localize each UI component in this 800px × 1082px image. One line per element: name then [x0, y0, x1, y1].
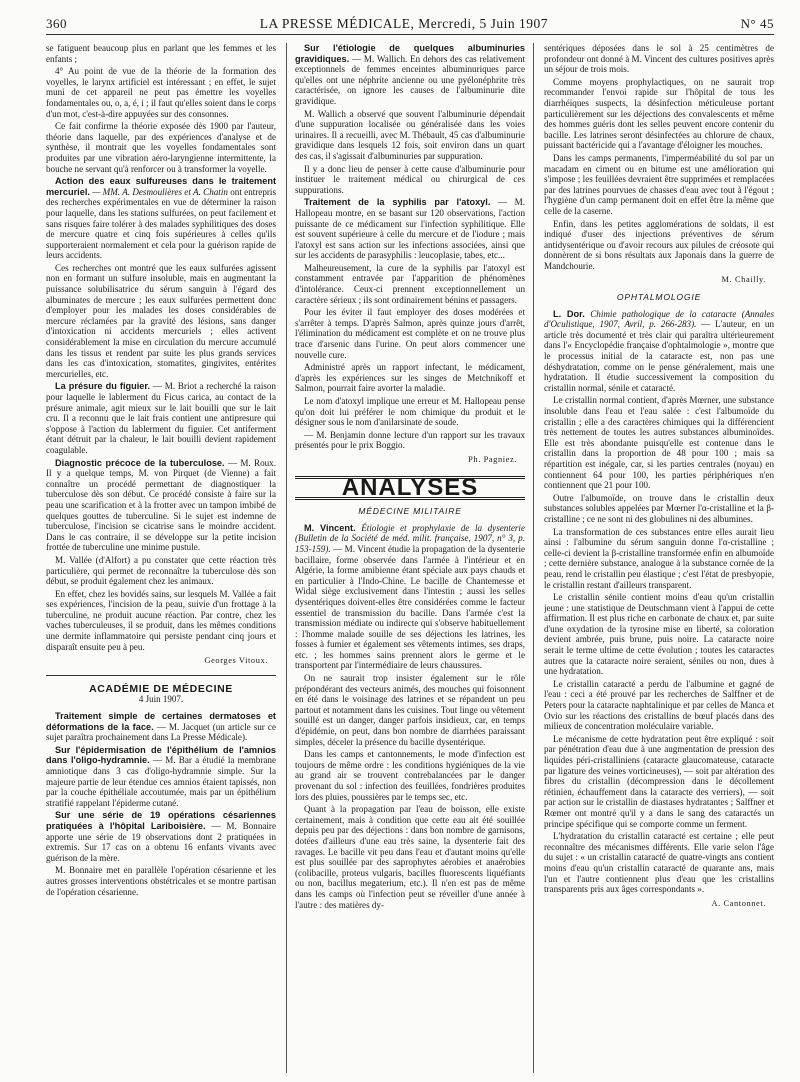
article-reference: Chimie pathologique de la cataracte (Annales d'Oculistique, 1907, Avril, p. 266-283).	[544, 308, 774, 330]
analyses-banner: ANALYSES	[295, 476, 525, 501]
section-text: — M. Jacquet (un article sur ce sujet paraîtra prochainement dans La Presse Médicale).	[46, 721, 276, 743]
paragraph: Le cristallin cataracté a perdu de l'albumine et gagné de l'eau : ceci a été prouvé par les recherches de Salffner et de Peters pour la cataracte naphtalinique et par celles de Manca et Ovio sur les réactions des cristallins de bœuf placés dans des milieux de concentration moléculaire variable.	[544, 678, 774, 732]
paragraph: Comme moyens prophylactiques, on ne saurait trop recommander l'envoi rapide sur l'hôpital de tous les diarrhéiques suspects, la désinfection méticuleuse portant particulièrement sur les déjections des convalescents et même des hommes guéris dont les selles peuvent encore contenir du bacille. Les latrines seront désinfectées au chlorure de chaux, puissant bactéricide qui a l'avantage d'éloigner les mouches.	[544, 76, 774, 151]
paragraph: Le mécanisme de cette hydratation peut être expliqué : soit par pénétration d'eau due à une augmentation de pression des liquides péri-cristalliniens (cataracte glaucomateuse, cataracte par ligature des veines vorticineuses), — soit par altération des fibres du cristallin (décompression dans le décollement rétinien, échauffement dans la cataracte des verriers), — soit par action sur le cristallin de diastases hydratantes ; Salffner et Rœmer ont montré qu'il y a dans le sang des cataractés un principe spécifique qui se comporte comme un ferment.	[544, 733, 774, 829]
paragraph: M. Vallée (d'Alfort) a pu constater que cette réaction très particulière, qui permet de reconnaître la tuberculose dès son début, se produit également chez les animaux.	[46, 554, 276, 587]
signature: A. Cantonnet.	[711, 898, 766, 908]
divider	[46, 675, 276, 676]
paragraph: Quant à la propagation par l'eau de boisson, elle existe certainement, mais à condition que cette eau ait été souillée depuis peu par des déjections : dans bon nombre de garnisons, dotées d'ailleurs d'une eau très saine, la dysenterie fait des ravages. Le bacille vit peu dans l'eau et d'autant moins qu'elle est plus souillée par des saprophytes aérobies et anaérobies (colibacille, proteus vulgaris, bacilles fluorescents liquéfiants ou non, bacillus megaterium, etc.). Il n'en est pas de même dans les camps où l'infection peut se réveiller d'une année à l'autre : des matières dy-	[295, 804, 525, 910]
paragraph: Dans les camps et cantonnements, le mode d'infection est toujours de même ordre : les conditions hygiéniques de la vie au grand air se trouvent contrebalancées par le danger provenant du sol : infection des feuillées, fondrières produites lors des pluies, poussières par le temps sec, etc.	[295, 749, 525, 802]
section-title: Sur l'étiologie de quelques albuminuries gravidiques.	[295, 43, 525, 64]
paragraph: Ce fait confirme la théorie exposée dès 1900 par l'auteur, théorie dans laquelle, par des expériences d'analyse et de synthèse, il montrait que les voyelles fondamentales sont produites par une vibration aéro-laryngienne intermittente, la bouche ne servant qu'à renforcer ou à transformer la voyelle.	[46, 121, 276, 174]
paragraph: Enfin, dans les petites agglomérations de soldats, il est indiqué d'user des injections préventives de sérum antidysentérique ou d'avoir recours aux pilules de créosote qui donnèrent de si bons résultats aux Japonais dans la guerre de Mandchourie.	[544, 218, 774, 271]
page-header	[46, 16, 774, 35]
section-title: Action des eaux sulfureuses dans le traitement mercuriel.	[46, 176, 276, 197]
paragraph: M. Bonnaire met en parallèle l'opération césarienne et les autres grosses interventions obstétricales et se montre partisan de l'opération césarienne.	[46, 865, 276, 897]
signature: M. Chailly.	[721, 275, 766, 285]
column-left	[46, 43, 276, 1073]
section-text: — M. Bonnaire apporte une série de 19 observations dont 2 pratiquées in extremis. Sur 17 cas on a obtenu 16 enfants vivants avec guérison de la mère.	[46, 820, 276, 863]
section-title: Traitement simple de certaines dermatoses et déformations de la face.	[46, 711, 276, 732]
section-title: Diagnostic précoce de la tuberculose.	[55, 457, 225, 468]
paragraph: Le cristallin sénile contient moins d'eau qu'un cristallin jeune : une statistique de Deutschmann vient à l'appui de cette affirmation. Il est plus riche en carbonate de chaux et, par suite d'une oxydation de la tyrosine mise en liberté, sa coloration devient ambrée, puis brune, puis noire. La cataracte noire serait le terme ultime de cette évolution ; toutes les cataractes autres que la cataracte noire seraient, séniles ou non, dues à une hydratation.	[544, 592, 774, 677]
subsection-heading: OPHTALMOLOGIE	[616, 292, 702, 303]
paragraph: Il y a donc lieu de penser à cette cause d'albuminurie pour instituer le traitement médical ou chirurgical de ces suppurations.	[295, 163, 525, 195]
paragraph: Le cristallin normal contient, d'après Mœrner, une substance insoluble dans l'eau et l'eau salée : c'est l'albumoïde du cristallin ; elle a des caractères chimiques qui la différencient très nettement de toutes les autres substances albuminoïdes. Elle est très abondante puisqu'elle est contenue dans le cristallin dans la proportion de 48 pour 100 ; mais sa répartition est inégale, car, si les parties centrales (noyau) en contiennent 64 pour 100, les parties périphériques n'en contiennent que 21 pour 100.	[544, 395, 774, 491]
subsection-heading: MÉDECINE MILITAIRE	[358, 506, 462, 517]
section-text: — L'auteur, en un article très documenté et très clair qui paraîtra ultérieurement dans l'« Encyclopédie française d'ophtalmologie », montre que le processus initial de la cataracte est, non pas une déshydratation, comme on le pense généralement, mais une hydratation. Il étudie successivement la composition du cristallin normal, sénile et cataracté.	[544, 319, 774, 393]
paragraph: Administré après un rapport infectant, le médicament, d'après les expériences sur les singes de Metchnikoff et Salmon, pourrait faire avorter la maladie.	[295, 362, 525, 394]
section-title: L. Dor.	[553, 308, 585, 319]
section-title: Sur l'épidermisation de l'épithélium de l'amnios dans l'oligo-hydramnie.	[46, 744, 276, 766]
academy-date: 4 Juin 1907.	[138, 694, 184, 705]
paragraph: Le nom d'atoxyl implique une erreur et M. Hallopeau pense qu'on doit lui préférer le nom chimique du produit et le désigner sous le nom d'anilarsinate de soude.	[295, 396, 525, 428]
paragraph: Outre l'albumoïde, on trouve dans le cristallin deux substances solubles appelées par Mœrner l'α-cristalline et la β-cristalline ; ce ne sont ni des globulines ni des albumines.	[544, 492, 774, 524]
paragraph: En effet, chez les bovidés sains, sur lesquels M. Vallée a fait ses expériences, l'incision de la peau, suivie d'un frottage à la tuberculine, ne produit aucune réaction. Par contre, chez les vaches tuberculeuses, il se produit, dans les mêmes conditions une dermite inflammatoire qui persiste pendant cinq jours et disparaît ensuite peu à peu.	[46, 588, 276, 652]
section-text: — M. Wallich. En dehors des cas relativement exceptionnels de femmes enceintes albuminuriques parce qu'elles ont une néphrite ancienne ou une pyélonéphrite très caractérisée, on ignore les causes de l'albuminurie dite gravidique.	[295, 53, 525, 106]
issue-number: N° 45	[740, 16, 774, 31]
column-right	[544, 43, 774, 1073]
paragraph: se fatiguent beaucoup plus en parlant que les femmes et les enfants ;	[46, 43, 276, 64]
section-title: Sur une série de 19 opérations césariennes pratiquées à l'hôpital Lariboisière.	[46, 810, 276, 831]
paragraph: Dans les camps permanents, l'imperméabilité du sol par un macadam en ciment ou en bitume est une amélioration qui s'impose ; les feuillées devraient être supprimées et remplacées par des latrines pourvues de chasses d'eau avec tout à l'égout ; l'hygiène d'un camp permanent doit en effet être la même que celle de la caserne.	[544, 152, 774, 216]
paragraph: Ces recherches ont montré que les eaux sulfurées agissent non en formant un sulfure insoluble, mais en augmentant la puissance solubilisatrice du sérum sanguin à l'égard des albuminates de mercure ; les eaux sulfurées permettent donc d'employer pour les malades les doses considérables de mercure réclamées par la gravité des lésions, sans danger d'intoxication ni accidents mercuriels ; elles activent considérablement la mise en circulation du mercure accumulé dans les tissus et rendent par suite les plus grands services dans les cas d'intoxication, stomatites, gingivites, entérites mercurielles, etc.	[46, 262, 276, 379]
section-title: La présure du figuier.	[55, 381, 151, 392]
paragraph: L'hydratation du cristallin cataracté est certaine ; elle peut reconnaître des mécanismes différents. Elle varie selon l'âge du sujet : « un cristallin cataracté de quatre-vingts ans contient moins d'eau qu'un cristallin cataracté de quarante ans, mais l'un et l'autre contiennent plus d'eau que les cristallins transparents pris aux âges correspondants ».	[544, 831, 774, 895]
section-text: — M. Bar a étudié la membrane amniotique dans 3 cas d'oligo-hydramnie simple. Sur la majeure partie de leur étendue ces amnios étaient tapissés, non par la couche épithéliale accoutumée, mais par un épithélium stratifié rappelant l'épiderme cutané.	[46, 755, 276, 808]
journal-title: LA PRESSE MÉDICALE, Mercredi, 5 Juin 1907	[259, 16, 548, 31]
section-title: M. Vincent.	[304, 522, 356, 533]
section-text: — M. Briot a recherché la raison pour laquelle le lablerment du Ficus carica, au contact de la présure animale, agit mieux sur le lait bouilli que sur le lait cru. Il a reconnu que le lait frais contient une antipresure qui s'oppose à l'action du lablerment du figuier. Cet antiferment étant détruit par la chaleur, le lait bouilli devient rapidement coagulable.	[46, 381, 276, 455]
paragraph: Pour les éviter il faut employer des doses modérées et s'arrêter à temps. D'après Salmon, après quinze jours d'arrêt, l'élimination du médicament est complète et on ne trouve plus trace d'arsenic dans l'urine. On peut alors commencer une nouvelle cure.	[295, 307, 525, 360]
paragraph: 4° Au point de vue de la théorie de la formation des voyelles, le larynx artificiel est intéressant ; en effet, le sujet muni de cet appareil ne peut pas émettre les voyelles fondamentales ou, o, a, é, i ; il faut qu'elles soient dans le corps d'un mot, c'est-à-dire appuyées sur des consonnes.	[46, 66, 276, 119]
section-text: — M. Hallopeau montre, en se basant sur 120 observations, l'action puissante de ce médicament sur l'infection syphilitique. Elle est souvent supérieure à celle du mercure et de l'iodure ; mais l'atoxyl est sans action sur les infections associées, ainsi que sur les accidents de parasyphilis : leucoplasie, tabes, etc...	[295, 197, 525, 261]
paragraph: La transformation de ces substances entre elles aurait lieu ainsi : l'albumine du sérum sanguin donne l'α-cristalline ; celle-ci devient la β-cristalline transformée enfin en albumoïde ; cette dernière substance, analogue à la substance cornée de la peau, rend le cristallin peu élastique ; c'est l'état de presbyopie, le cristallin restant d'ailleurs transparent.	[544, 526, 774, 590]
signature: Ph. Pagniez.	[468, 454, 517, 464]
paragraph: — M. Benjamin donne lecture d'un rapport sur les travaux présentés pour le prix Boggio.	[295, 429, 525, 451]
paragraph: sentériques déposées dans le sol à 25 centimètres de profondeur ont donné à M. Vincent des cultures positives après un séjour de trois mois.	[544, 43, 774, 75]
section-authors: — MM. A. Desmoulières et A. Chatin	[92, 186, 228, 197]
paragraph: M. Wallich a observé que souvent l'albuminurie dépendait d'une suppuration localisée ou généralisée dans les voies urinaires. Il a recueilli, avec M. Thébault, 45 cas d'albuminurie gravidique dans lesquels 12 fois, soit environ dans un quart des cas, il s'agissait d'albuminuries par suppuration.	[295, 108, 525, 161]
section-text: ont entrepris des recherches expérimentales en vue de déterminer la raison pour laquelle, dans les stations sulfurées, on peut facilement et sans risques faire tolérer à des malades syphilitiques des doses de mercure quatre et cinq fois supérieures à celles qu'ils supporteraient normalement et cela pour la guérison rapide de leurs accidents.	[46, 186, 276, 261]
paragraph: On ne saurait trop insister également sur le rôle prépondérant des vecteurs animés, des mouches qui foisonnent en été dans le voisinage des latrines et se répandent un peu partout et notamment dans les cuisines. Tout linge ou vêtement souillé est un danger, danger parfois insidieux, car, en temps d'épidémie, on peut, dans bon nombre de diarrhées paraissant simples, déceler la présence du bacille dysentérique.	[295, 673, 525, 747]
section-text: — M. Vincent étudie la propagation de la dysenterie bacillaire, forme observée dans l'armée à l'intérieur et en Algérie, la forme amibienne étant spéciale aux pays chauds et en particulier à l'Indo-Chine. Le bacille de Chantemesse et Widal siège exclusivement dans l'intestin ; aussi les selles dysentériques doivent-elles être considérées comme le facteur essentiel de transmission du bacille. Dans l'armée c'est la transmission médiate ou indirecte qui s'observe habituellement : l'homme malade souille de ses déjections les latrines, les fosses à fumier et également ses vêtements intimes, ses draps, etc. ; les hommes sains prennent alors le germe et le transportent par l'intermédiaire de leurs chaussures.	[295, 543, 526, 671]
signature: Georges Vitoux.	[204, 656, 268, 666]
column-middle	[286, 43, 534, 1073]
article-reference: Étiologie et prophylaxie de la dysenterie (Bulletin de la Société de méd. milit. française, 1907, n° 3, p. 153-159).	[295, 522, 525, 554]
section-text: — M. Roux. Il y a quelque temps, M. von Pirquet (de Vienne) a fait connaître un procédé permettant de diagnostiquer la tuberculose dès son début. Ce procédé consiste à faire sur la peau une scarification et à la frotter avec un tampon imbibé de quelques gouttes de tuberculine. Si le sujet est indemne de tuberculose, l'incision se cicatrise sans le moindre accident. Dans le cas contraire, il se développe sur la petite incision frottée de tuberculine une minime pustule.	[46, 457, 276, 553]
paragraph: Malheureusement, la cure de la syphilis par l'atoxyl est constamment entravée par l'apparition de phénomènes d'intolérance. Ceux-ci prennent exceptionnellement un caractère sérieux ; ils sont ordinairement bénins et passagers.	[295, 262, 525, 305]
text-columns	[46, 43, 774, 1073]
section-title: Traitement de la syphilis par l'atoxyl.	[304, 197, 491, 208]
academy-heading: ACADÉMIE DE MÉDECINE	[89, 682, 233, 695]
page-number: 360	[46, 16, 67, 31]
